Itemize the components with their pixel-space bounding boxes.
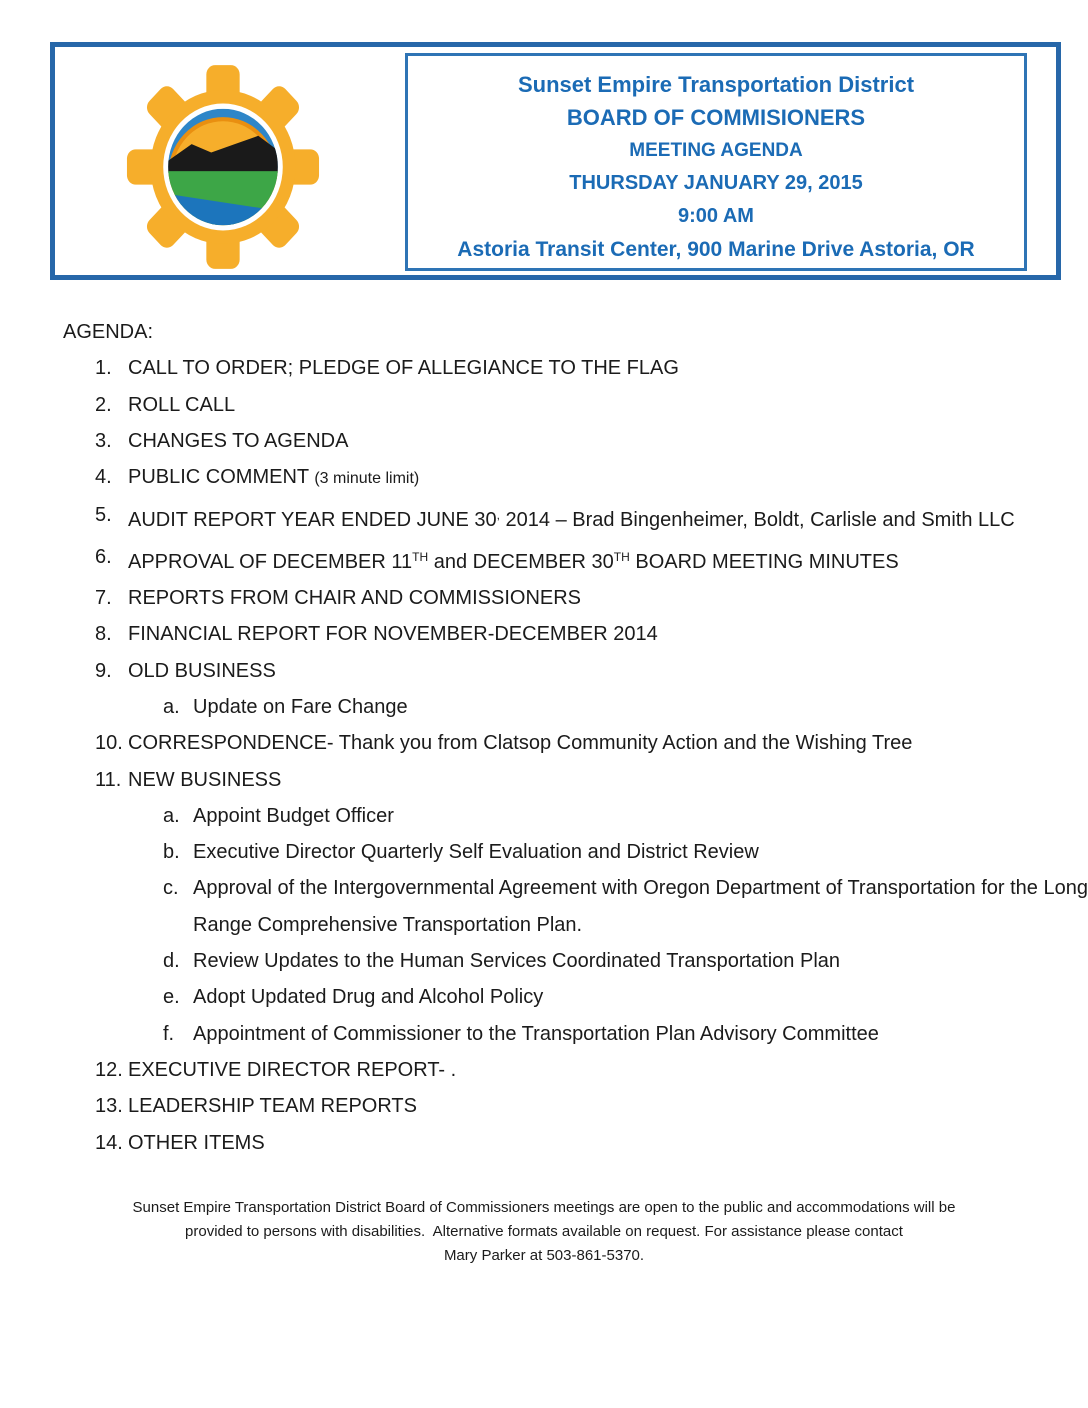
agenda-subitem [0,798,1088,834]
agenda-item [0,580,1088,616]
item-number: 2. [95,393,112,416]
agenda-item [0,387,1088,423]
item-number: a. [163,695,180,718]
agenda-subitem [0,834,1088,870]
item-number: f. [163,1022,175,1045]
item-number: 13. [95,1095,123,1118]
header-title-block [405,53,1027,271]
agenda-item [0,1052,1088,1088]
item-number: d. [163,950,180,973]
item-number: 12. [95,1058,123,1081]
item-text: Appoint Budget Officer [193,804,394,827]
agenda-item [0,539,1088,580]
agenda-subitem [0,979,1088,1015]
item-number: 14. [95,1131,123,1154]
item-number: 6. [95,545,112,568]
item-text: EXECUTIVE DIRECTOR REPORT- . [128,1058,457,1081]
meeting-time: 9:00 AM [678,205,754,227]
item-number: a. [163,804,180,827]
footer-line: provided to persons with disabilities. Alternative formats available on request. For assistance please contact [185,1223,903,1240]
footer-line: Sunset Empire Transportation District Board of Commissioners meetings are open to the public and accommodations will be [132,1199,956,1216]
agenda-item [0,423,1088,459]
item-number: 9. [95,659,112,682]
item-text: CHANGES TO AGENDA [128,429,349,452]
item-text: APPROVAL OF DECEMBER 11TH and DECEMBER 30TH BOARD MEETING MINUTES [128,549,899,573]
item-number: 11. [95,768,122,791]
agenda-subitem [0,1016,1088,1052]
item-number: e. [163,986,180,1009]
document-type: MEETING AGENDA [629,140,803,161]
agenda-item [0,1125,1088,1161]
item-text: FINANCIAL REPORT FOR NOVEMBER-DECEMBER 2014 [128,623,658,646]
item-number: 5. [95,504,112,527]
agenda-item [0,616,1088,652]
item-text: Executive Director Quarterly Self Evaluation and District Review [193,841,759,864]
agenda-subitem [0,870,1088,943]
meeting-date: THURSDAY JANUARY 29, 2015 [569,172,863,194]
agenda-item [0,1088,1088,1124]
item-text: LEADERSHIP TEAM REPORTS [128,1095,417,1118]
org-title: Sunset Empire Transportation District [517,72,915,97]
item-number: c. [163,877,179,900]
agenda-item [0,725,1088,761]
board-title: BOARD OF COMMISIONERS [566,105,866,130]
item-number: 7. [95,587,112,610]
item-text: PUBLIC COMMENT (3 minute limit) [128,466,420,489]
item-number: 3. [95,429,112,452]
item-number: 10. [95,732,123,755]
item-text: ROLL CALL [128,393,236,416]
item-number: b. [163,841,180,864]
agenda-item [0,762,1088,798]
item-number: 8. [95,623,112,646]
item-text: NEW BUSINESS [128,768,282,791]
agenda-item [0,497,1088,538]
gear-landscape-logo [125,63,321,271]
accessibility-notice [0,1196,1088,1268]
header-banner [50,42,1061,280]
item-text: Approval of the Intergovernmental Agreement with Oregon Department of Transportation for the Long Range Comprehensive Transportation Plan. [193,877,1088,936]
item-number: 4. [95,466,112,489]
agenda-list [0,350,1088,1161]
item-text: Review Updates to the Human Services Coordinated Transportation Plan [193,950,841,973]
item-text: CORRESPONDENCE- Thank you from Clatsop Community Action and the Wishing Tree [128,732,913,755]
item-text: Appointment of Commissioner to the Transportation Plan Advisory Committee [193,1022,879,1045]
agenda-item [0,653,1088,689]
item-text: AUDIT REPORT YEAR ENDED JUNE 30, 2014 – Brad Bingenheimer, Boldt, Carlisle and Smith LLC [128,508,1015,532]
footer-line: Mary Parker at 503-861-5370. [443,1247,645,1264]
item-text: OTHER ITEMS [128,1131,265,1154]
item-number: 1. [95,357,112,380]
agenda-heading: AGENDA: [63,321,154,343]
item-text: REPORTS FROM CHAIR AND COMMISSIONERS [128,587,582,610]
agenda-section [0,314,1088,1161]
item-text: Adopt Updated Drug and Alcohol Policy [193,986,544,1009]
agenda-subitem [0,943,1088,979]
agenda-item [0,459,1088,497]
meeting-location: Astoria Transit Center, 900 Marine Drive Astoria, OR [457,238,975,261]
agenda-subitem [0,689,1088,725]
item-text: Update on Fare Change [193,695,408,718]
agenda-item [0,350,1088,386]
item-text: OLD BUSINESS [128,659,276,682]
item-text: CALL TO ORDER; PLEDGE OF ALLEGIANCE TO THE FLAG [128,357,679,380]
